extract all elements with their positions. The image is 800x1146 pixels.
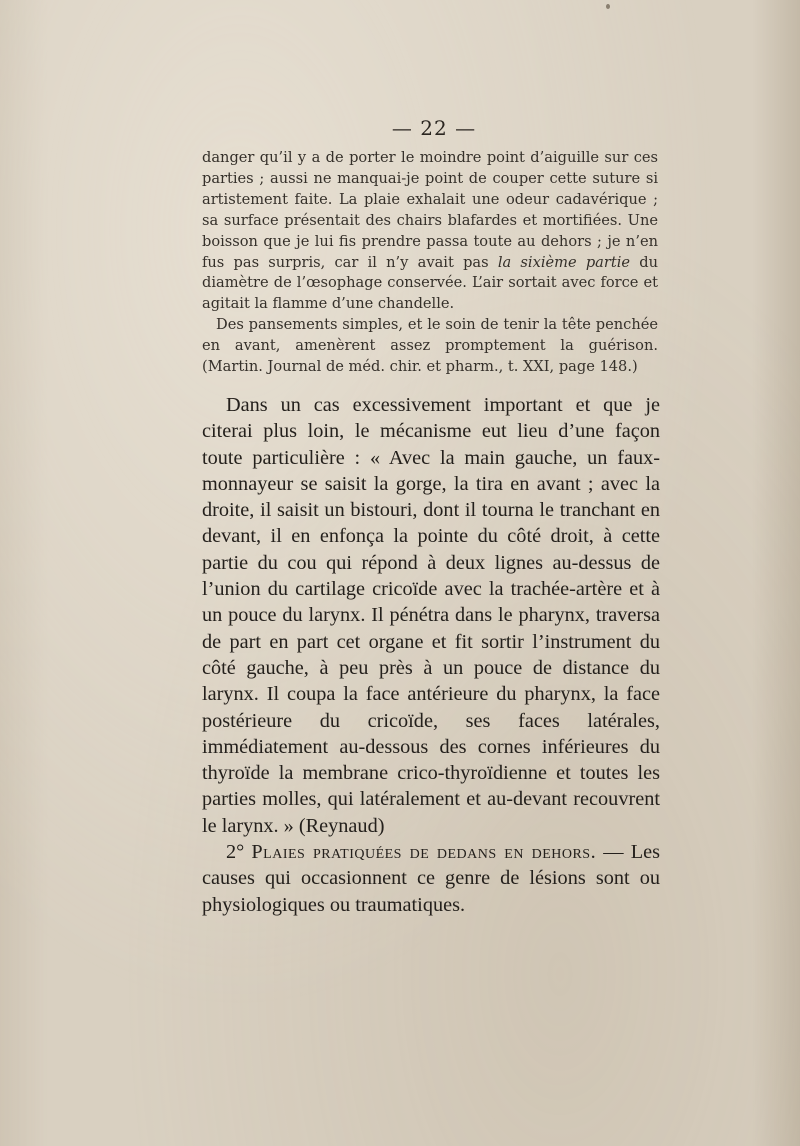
section-number: 2° [226,841,252,864]
quoted-paragraph-1-end: du diamètre de l’œsophage conservée. L’air sortait avec force et agitait la flamme d’une chandelle. [202,253,658,313]
main-paragraph-1: Dans un cas excessivement important et que je citerai plus loin, le mécanisme eut lieu d’une façon toute particulière : « Avec la main gauche, un faux-monnayeur se saisit la gorge, la tira en avant ; avec la droite, il saisit un bistouri, dont il tourna le tranchant en devant, il en enfonça la pointe du côté droit, à cette partie du cou qui répond à deux lignes au-dessus de l’union du cartilage cricoïde avec la trachée-artère et à un pouce du larynx. Il pénétra dans le pharynx, traversa de part en part cet organe et fit sortir l’instrument du côté gauche, à peu près à un pouce de distance du larynx. Il coupa la face antérieure du pharynx, la face postérieure du cricoïde, ses faces latérales, immédiatement au-dessous des cornes inférieures du thyroïde la membrane crico-thyroïdienne et toutes les parties molles, qui latéralement et au-devant recouvrent le larynx. » (Reynaud) [202,394,660,837]
main-paragraph-2 [202,839,660,918]
quoted-paragraph-1-text: danger qu’il y a de porter le moindre point d’aiguille sur ces parties ; aussi ne manquai-je point de couper cette suture si artistement faite. La plaie exhalait une odeur cadavérique ; sa surface présentait des chairs blafardes et mortifiées. Une boisson que je lui fis prendre passa toute au dehors ; je n’en fus pas surpris, car il n’y avait pas [202,149,658,271]
section-heading: Plaies pratiquées de dedans en dehors. [251,841,597,864]
quoted-emphasis: la sixième partie [497,253,631,271]
quoted-case-block [202,148,658,378]
page-number: — 22 — [391,116,477,140]
section-text: — Les causes qui occasionnent ce genre de lésions sont ou physiologiques ou traumatiques. [202,841,660,916]
paper-speck [606,4,610,9]
main-text-block [202,392,660,918]
quoted-paragraph-1 [202,148,658,315]
quoted-paragraph-2: Des pansements simples, et le soin de tenir la tête penchée en avant, amenèrent assez promptement la guérison. (Martin. Journal de méd. chir. et pharm., t. XXI, page 148.) [202,316,658,376]
